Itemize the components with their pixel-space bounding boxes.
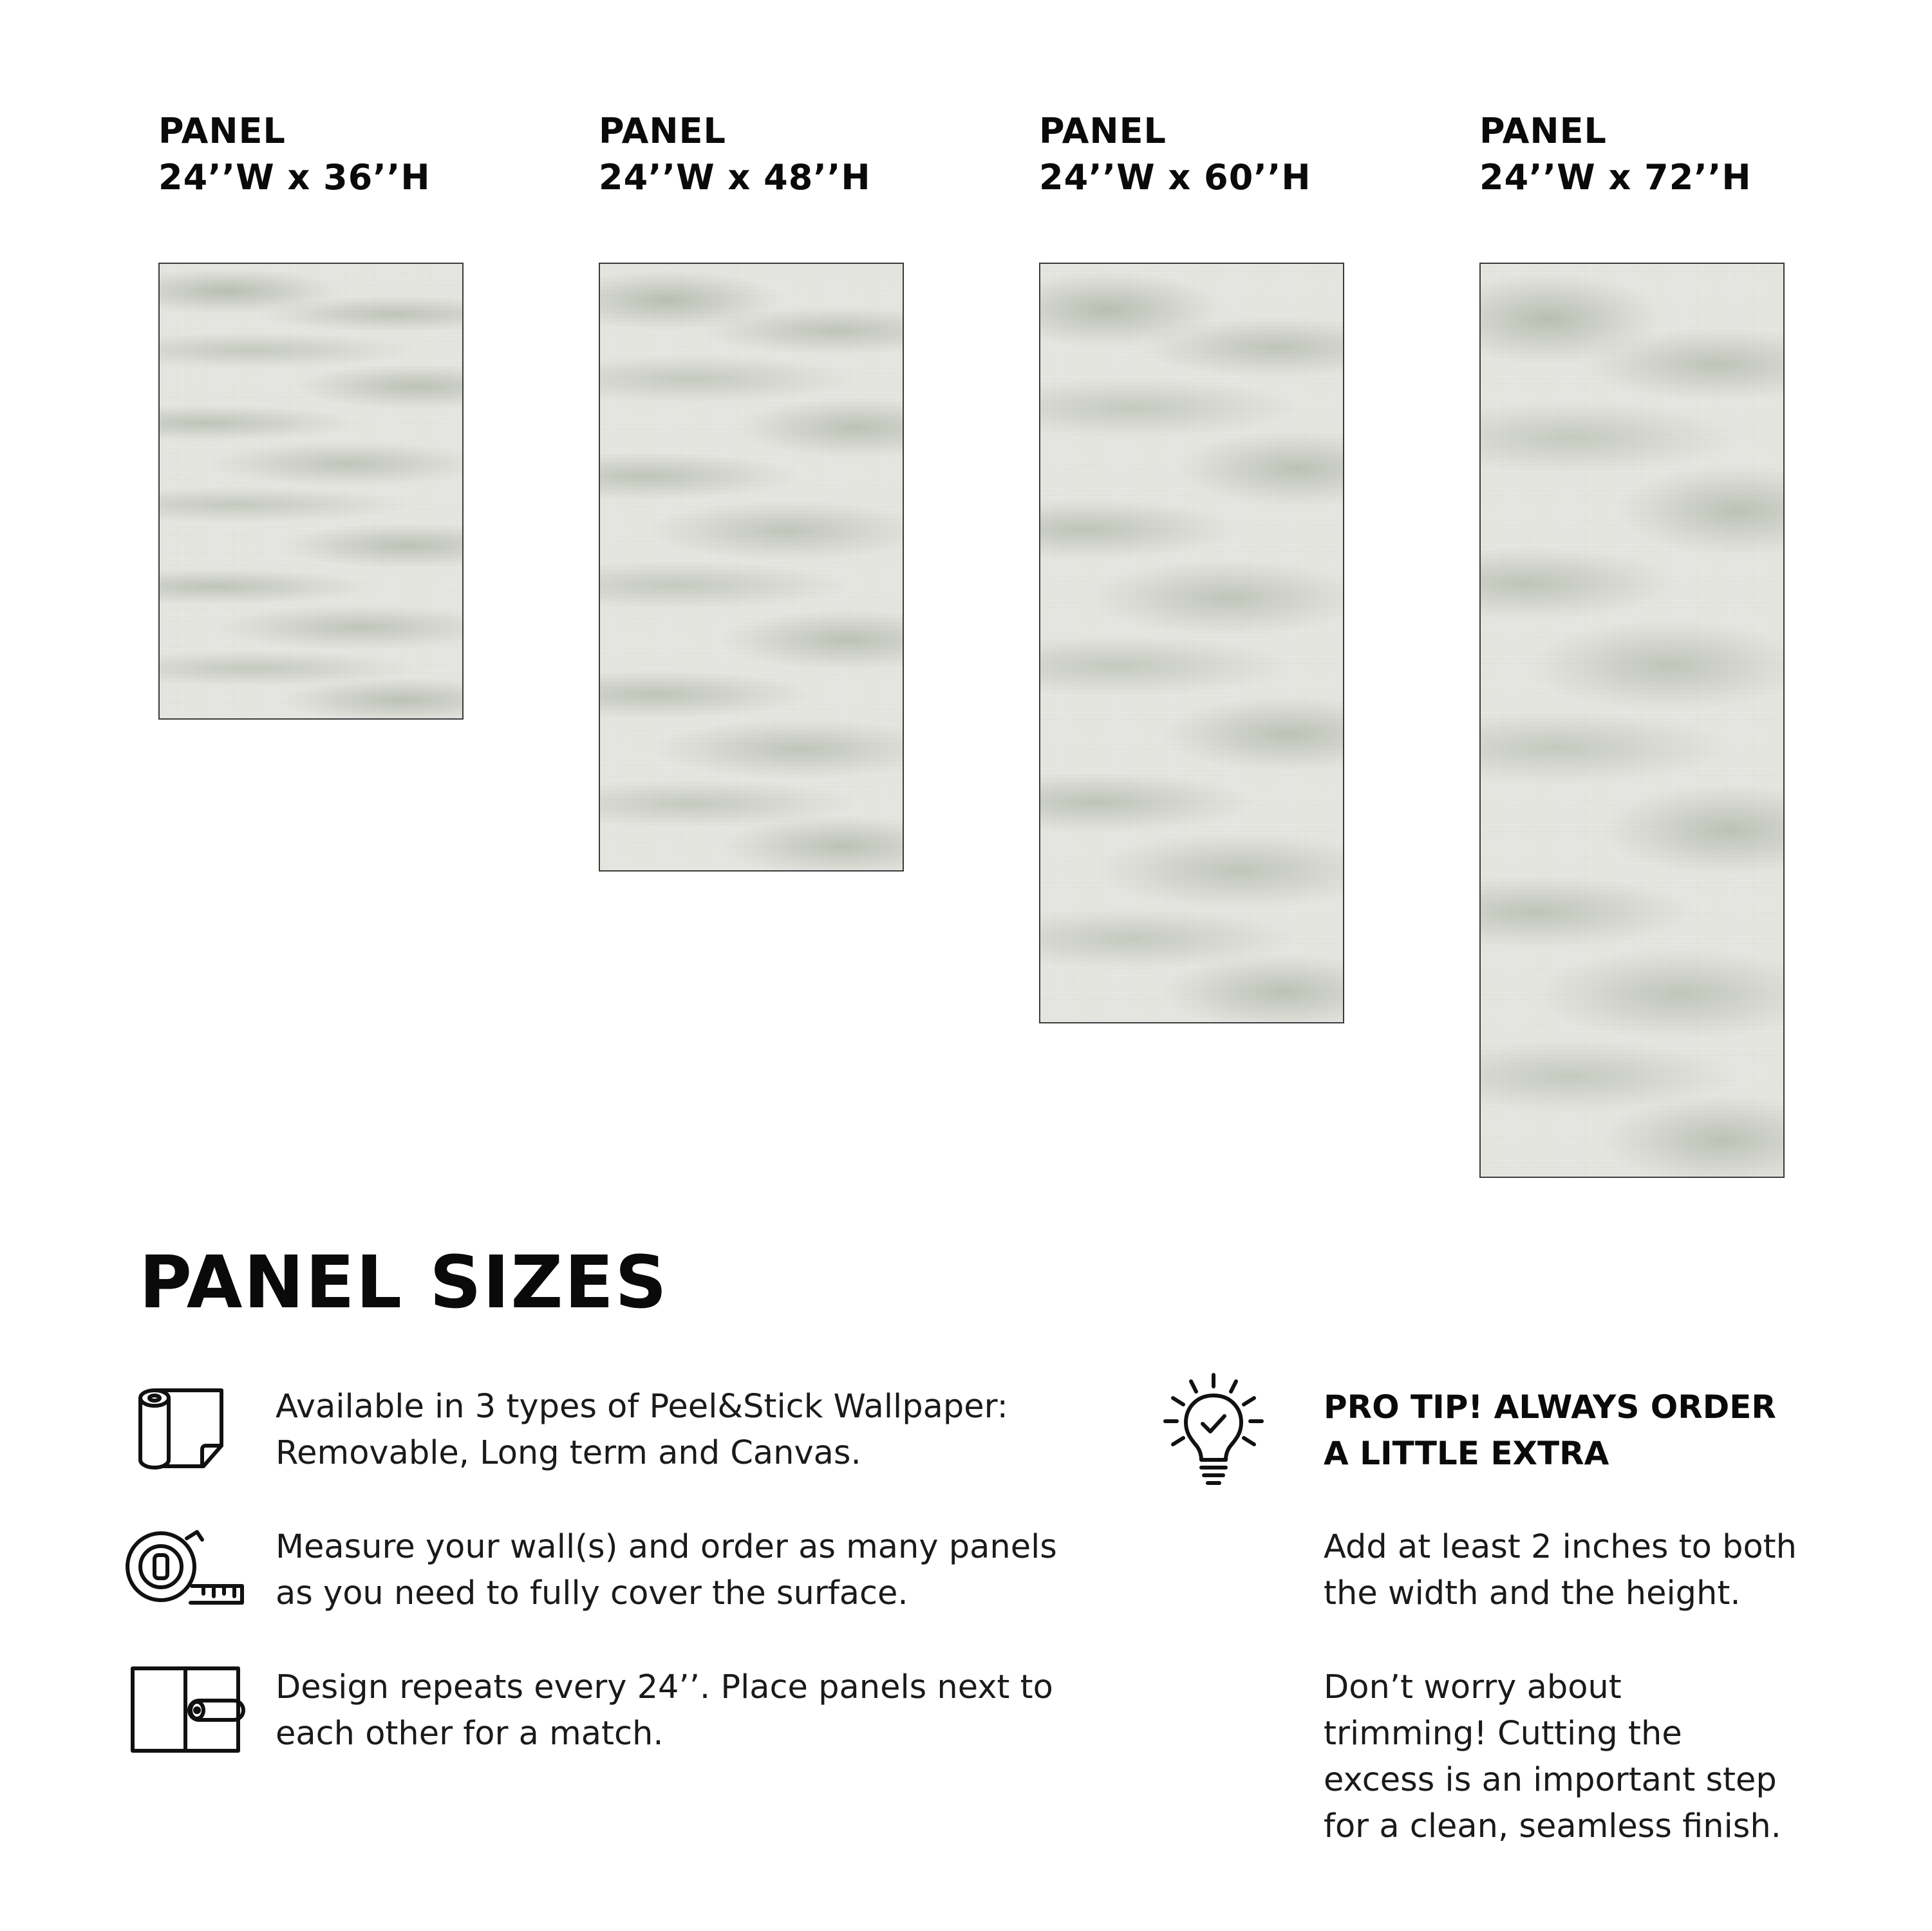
feature-text-repeat: Design repeats every 24’’. Place panels next to each other for a match.: [276, 1668, 1053, 1753]
pro-tip-paragraph-1: Add at least 2 inches to both the width and the height.: [1324, 1528, 1797, 1612]
feature-text-types: Available in 3 types of Peel&Stick Wallpaper: Removable, Long term and Canvas.: [276, 1388, 1008, 1472]
lightbulb-check-icon: [1159, 1371, 1268, 1487]
wallpaper-roll-icon: [131, 1385, 228, 1475]
panel-label-72: [1479, 108, 1752, 201]
panel-swatch-48: [599, 263, 904, 872]
panel-title: PANEL: [599, 111, 726, 151]
panel-swatch-60: [1039, 263, 1344, 1023]
panel-roll-repeat-icon: [129, 1665, 251, 1755]
panel-swatch-72: [1479, 263, 1785, 1178]
panel-title: PANEL: [158, 111, 286, 151]
section-title: PANEL SIZES: [139, 1241, 668, 1325]
feature-text-measure: Measure your wall(s) and order as many panels as you need to fully cover the surface.: [276, 1528, 1057, 1612]
panel-size: 24’’W x 36’’H: [158, 157, 431, 198]
panel-swatch-36: [158, 263, 464, 720]
pro-tip-paragraph-2: Don’t worry about trimming! Cutting the excess is an important step for a clean, seamless finish.: [1324, 1668, 1781, 1845]
tape-measure-icon: [124, 1525, 246, 1609]
panel-size: 24’’W x 60’’H: [1039, 157, 1311, 198]
panel-title: PANEL: [1039, 111, 1167, 151]
panel-size: 24’’W x 72’’H: [1479, 157, 1752, 198]
panel-label-36: [158, 108, 431, 201]
panel-title: PANEL: [1479, 111, 1607, 151]
pro-tip-title: PRO TIP! ALWAYS ORDER A LITTLE EXTRA: [1324, 1388, 1776, 1472]
panel-label-60: [1039, 108, 1311, 201]
panel-label-48: [599, 108, 871, 201]
panel-size: 24’’W x 48’’H: [599, 157, 871, 198]
